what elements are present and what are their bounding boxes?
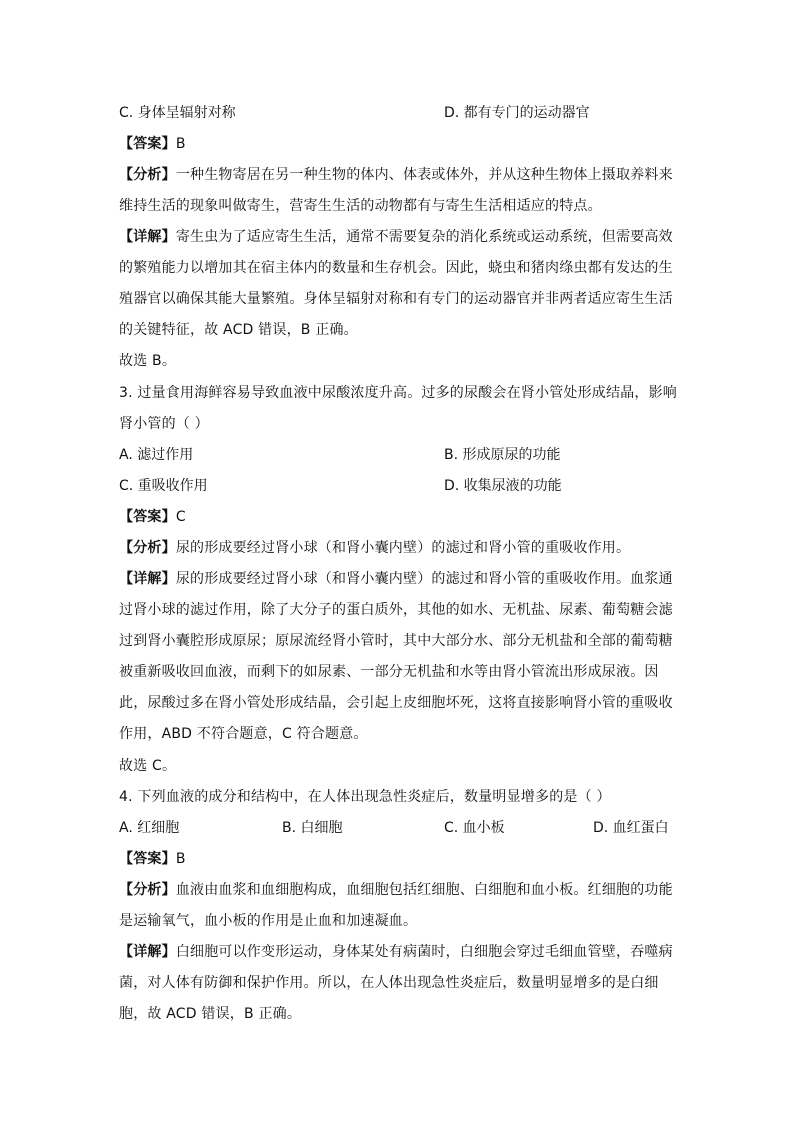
q2-option-c: C. 身体呈辐射对称 [119, 105, 236, 121]
q4-detail-line-1 [119, 943, 679, 961]
q2-conclusion: 故选 B。 [119, 353, 177, 369]
detail-text: 尿的形成要经过肾小球（和肾小囊内壁）的滤过和肾小管的重吸收作用。血浆通 [175, 571, 673, 587]
q3-option-a: A. 滤过作用 [119, 447, 194, 463]
q2-answer-line [119, 135, 679, 153]
analysis-tag: 【分析】 [119, 167, 176, 183]
q4-option-b: B. 白细胞 [282, 820, 343, 836]
q3-option-d: D. 收集尿液的功能 [444, 478, 562, 494]
analysis-text: 血液由血浆和血细胞构成，血细胞包括红细胞、白细胞和血小板。红细胞的功能 [175, 882, 673, 898]
q2-detail-line-3: 殖器官以确保其能大量繁殖。身体呈辐射对称和有专门的运动器官并非两者适应寄生生活 [119, 291, 673, 307]
q3-question-line-2: 肾小管的（ ） [119, 416, 209, 432]
detail-tag: 【详解】 [119, 571, 176, 587]
analysis-tag: 【分析】 [119, 540, 176, 556]
analysis-text: 一种生物寄居在另一种生物的体内、体表或体外，并从这种生物体上摄取养料来 [175, 167, 673, 183]
q3-analysis-line-1 [119, 539, 679, 557]
q3-detail-line-1 [119, 570, 679, 588]
answer-value: B [175, 136, 186, 152]
q4-detail-line-2: 菌，对人体有防御和保护作用。所以，在人体出现急性炎症后，数量明显增多的是白细 [119, 975, 659, 991]
answer-value: B [175, 851, 186, 867]
q4-analysis-line-2: 是运输氧气，血小板的作用是止血和加速凝血。 [119, 913, 418, 929]
q3-conclusion: 故选 C。 [119, 758, 177, 774]
q2-analysis-line-2: 维持生活的现象叫做寄生，营寄生生活的动物都有与寄生生活相适应的特点。 [119, 198, 602, 214]
q3-detail-line-2: 过肾小球的滤过作用，除了大分子的蛋白质外，其他的如水、无机盐、尿素、葡萄糖会滤 [119, 602, 673, 618]
q4-question: 4. 下列血液的成分和结构中，在人体出现急性炎症后，数量明显增多的是（ ） [119, 789, 611, 805]
analysis-text: 尿的形成要经过肾小球（和肾小囊内壁）的滤过和肾小管的重吸收作用。 [175, 540, 631, 556]
detail-text: 寄生虫为了适应寄生生活，通常不需要复杂的消化系统或运动系统，但需要高效 [175, 229, 673, 245]
q3-detail-line-3: 过到肾小囊腔形成原尿；原尿流经肾小管时，其中大部分水、部分无机盐和全部的葡萄糖 [119, 633, 673, 649]
q2-option-d: D. 都有专门的运动器官 [444, 105, 590, 121]
q3-answer-line [119, 508, 679, 526]
q2-detail-line-1 [119, 228, 679, 246]
answer-tag: 【答案】 [119, 136, 176, 152]
q4-answer-line [119, 850, 679, 868]
q3-detail-line-6: 作用，ABD 不符合题意，C 符合题意。 [119, 726, 368, 742]
q4-option-c: C. 血小板 [444, 820, 505, 836]
detail-text: 白细胞可以作变形运动，身体某处有病菌时，白细胞会穿过毛细血管壁，吞噬病 [175, 944, 673, 960]
detail-tag: 【详解】 [119, 229, 176, 245]
q3-option-c: C. 重吸收作用 [119, 478, 208, 494]
detail-tag: 【详解】 [119, 944, 176, 960]
q3-question-line-1: 3. 过量食用海鲜容易导致血液中尿酸浓度升高。过多的尿酸会在肾小管处形成结晶，影响 [119, 385, 678, 401]
q3-detail-line-5: 此，尿酸过多在肾小管处形成结晶，会引起上皮细胞坏死，这将直接影响肾小管的重吸收 [119, 695, 673, 711]
q2-detail-line-2: 的繁殖能力以增加其在宿主体内的数量和生存机会。因此，蛲虫和猪肉绦虫都有发达的生 [119, 260, 673, 276]
answer-tag: 【答案】 [119, 851, 176, 867]
q2-analysis-line-1 [119, 166, 679, 184]
q4-analysis-line-1 [119, 881, 679, 899]
answer-tag: 【答案】 [119, 509, 176, 525]
q4-option-a: A. 红细胞 [119, 820, 180, 836]
answer-value: C [175, 509, 186, 525]
q2-detail-line-4: 的关键特征，故 ACD 错误，B 正确。 [119, 322, 358, 338]
q3-detail-line-4: 被重新吸收回血液，而剩下的如尿素、一部分无机盐和水等由肾小管流出形成尿液。因 [119, 664, 659, 680]
analysis-tag: 【分析】 [119, 882, 176, 898]
q3-option-b: B. 形成原尿的功能 [444, 447, 561, 463]
q4-option-d: D. 血红蛋白 [593, 820, 669, 836]
q4-detail-line-3: 胞，故 ACD 错误，B 正确。 [119, 1006, 302, 1022]
